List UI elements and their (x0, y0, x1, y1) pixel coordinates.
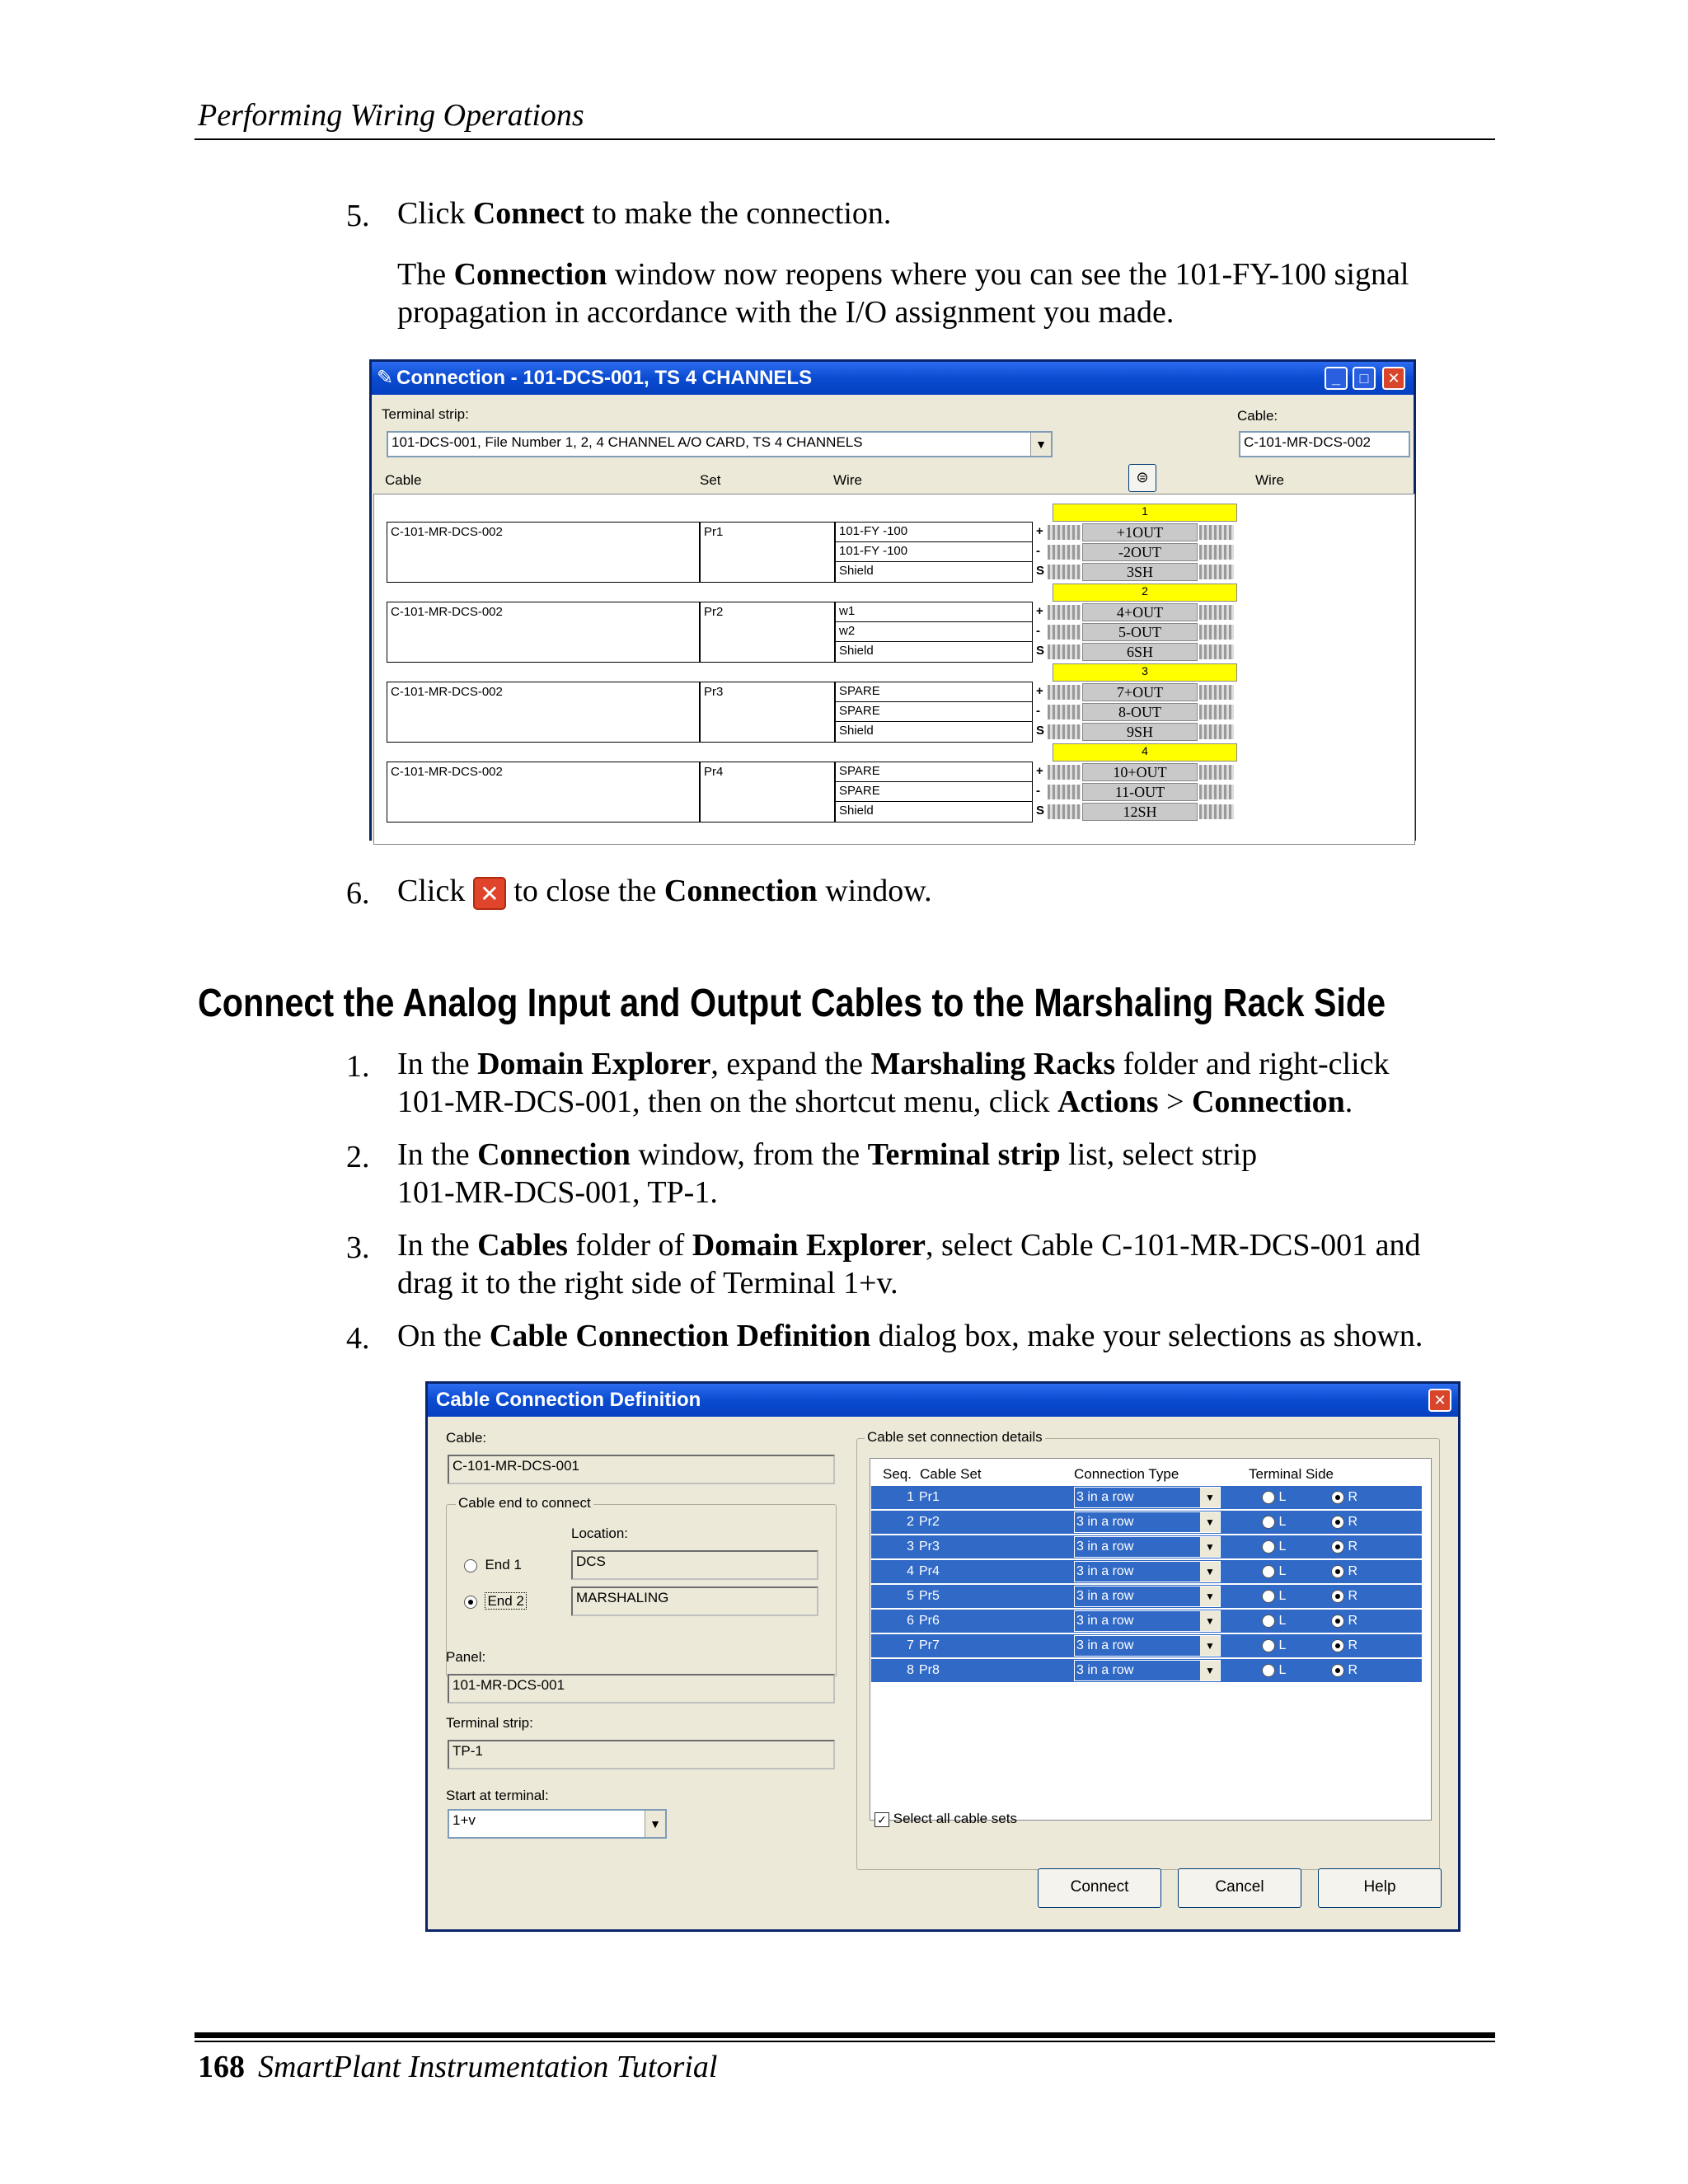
cable-cell[interactable]: C-101-MR-DCS-002 (387, 522, 700, 583)
chevron-down-icon[interactable]: ▼ (1200, 1636, 1220, 1656)
terminal-connector (1199, 565, 1234, 579)
footer-rule-thin (195, 2041, 1495, 2042)
step-number: 4. (346, 1321, 370, 1356)
chevron-down-icon[interactable]: ▼ (1200, 1537, 1220, 1557)
terminal-strip-label: Terminal strip: (382, 406, 469, 422)
chevron-down-icon[interactable]: ▼ (1200, 1512, 1220, 1532)
step-number: 6. (346, 876, 370, 911)
set-cell[interactable]: Pr1 (700, 522, 835, 583)
terminal-block[interactable]: 11-OUT (1082, 783, 1198, 801)
window-icon: ✎ (377, 367, 394, 389)
terminal-side-left-radio[interactable]: L (1262, 1610, 1286, 1633)
polarity-sign: + (1036, 604, 1043, 618)
cable-field[interactable]: C-101-MR-DCS-002 (1239, 431, 1410, 457)
terminal-side-right-radio[interactable]: R (1331, 1659, 1357, 1682)
connection-window (369, 359, 1416, 841)
header-rule (195, 138, 1495, 140)
wire-cell[interactable]: w2 (835, 621, 1033, 643)
wire-connector (1048, 525, 1081, 540)
connection-type-select[interactable]: 3 in a row ▼ (1074, 1536, 1221, 1558)
wire-connector (1048, 545, 1081, 560)
polarity-sign: - (1036, 784, 1040, 798)
cable-set-row[interactable] (871, 1560, 1422, 1583)
chevron-down-icon[interactable]: ▼ (1200, 1488, 1220, 1507)
seq-cell: 8 (907, 1663, 914, 1677)
connection-type-select[interactable]: 3 in a row ▼ (1074, 1586, 1221, 1607)
wire-connector (1048, 804, 1081, 819)
step6-text: Click ✕ to close the Connection window. (397, 872, 932, 910)
cable-end-group-title: Cable end to connect (456, 1495, 593, 1511)
radio-selected-icon[interactable] (464, 1596, 477, 1609)
terminal-connector (1199, 525, 1234, 540)
terminal-connector (1199, 685, 1234, 700)
step-number: 2. (346, 1140, 370, 1174)
polarity-sign: + (1036, 524, 1043, 538)
set-cell[interactable]: Pr4 (700, 762, 835, 823)
terminal-block[interactable]: 5-OUT (1082, 623, 1198, 641)
dialog-title: Cable Connection Definition (436, 1389, 701, 1411)
footer-title: SmartPlant Instrumentation Tutorial (258, 2050, 718, 2084)
page-number: 168 (198, 2050, 245, 2084)
connection-title: Connection - 101-DCS-001, TS 4 CHANNELS (396, 367, 813, 389)
start-terminal-select[interactable]: 1+v ▼ (448, 1809, 667, 1839)
cable-connection-dialog (425, 1381, 1461, 1932)
cable-set-cell: Pr4 (919, 1564, 940, 1578)
wire-connector (1048, 605, 1081, 620)
cable-cell[interactable]: C-101-MR-DCS-002 (387, 602, 700, 663)
wire-connector (1048, 765, 1081, 780)
wire-cell[interactable]: 101-FY -100 (835, 522, 1033, 543)
terminal-block[interactable]: -2OUT (1082, 543, 1198, 561)
terminal-side-left-radio[interactable]: L (1262, 1659, 1286, 1682)
chevron-down-icon[interactable]: ▼ (1200, 1661, 1220, 1680)
cable-cell[interactable]: C-101-MR-DCS-002 (387, 682, 700, 743)
terminal-block[interactable]: 4+OUT (1082, 603, 1198, 621)
section-heading: Connect the Analog Input and Output Cables to the Marshaling Rack Side (198, 982, 1386, 1025)
cable-field: C-101-MR-DCS-001 (448, 1455, 835, 1484)
cable-set-cell: Pr8 (919, 1663, 940, 1677)
end2-radio[interactable]: End 2 (464, 1593, 527, 1610)
select-all-checkbox[interactable]: ✓ Select all cable sets (874, 1811, 1017, 1827)
connection-type-select[interactable]: 3 in a row ▼ (1074, 1511, 1221, 1533)
seq-cell: 2 (907, 1515, 914, 1529)
terminal-side-left-radio[interactable]: L (1262, 1511, 1286, 1534)
end1-location: DCS (571, 1550, 818, 1580)
terminal-group-header: 1 (1053, 504, 1237, 522)
running-header: Performing Wiring Operations (198, 98, 584, 133)
seq-cell: 6 (907, 1614, 914, 1628)
seq-cell: 1 (907, 1490, 914, 1504)
col-terminal-side: Terminal Side (1249, 1466, 1334, 1482)
end2-location: MARSHALING (571, 1586, 818, 1616)
close-icon: ✕ (473, 877, 506, 910)
col-seq: Seq. (883, 1466, 912, 1482)
seq-cell: 7 (907, 1638, 914, 1652)
polarity-sign: S (1036, 804, 1045, 818)
wire-connector (1048, 565, 1081, 579)
seq-cell: 3 (907, 1540, 914, 1554)
wire-cell[interactable]: SPARE (835, 781, 1033, 803)
wire-cell[interactable]: Shield (835, 561, 1033, 583)
wire-connector (1048, 724, 1081, 739)
polarity-sign: - (1036, 704, 1040, 718)
col-cable-set: Cable Set (920, 1466, 982, 1482)
terminal-block[interactable]: 6SH (1082, 643, 1198, 661)
wire-connector (1048, 785, 1081, 799)
chevron-down-icon[interactable]: ▼ (1200, 1562, 1220, 1582)
terminal-side-left-radio[interactable]: L (1262, 1535, 1286, 1558)
terminal-side-right-radio[interactable]: R (1331, 1511, 1357, 1534)
chevron-down-icon[interactable]: ▼ (1030, 433, 1051, 456)
cable-label: Cable: (446, 1430, 487, 1446)
radio-icon[interactable] (464, 1559, 477, 1572)
terminal-connector (1199, 765, 1234, 780)
terminal-side-left-radio[interactable]: L (1262, 1486, 1286, 1509)
terminal-block[interactable]: 12SH (1082, 803, 1198, 821)
polarity-sign: - (1036, 624, 1040, 638)
start-terminal-label: Start at terminal: (446, 1788, 549, 1803)
connection-type-select[interactable]: 3 in a row ▼ (1074, 1635, 1221, 1657)
set-cell[interactable]: Pr2 (700, 602, 835, 663)
step-text: In the Connection window, from the Terminal strip list, select strip 101-MR-DCS-001, TP-1. (397, 1137, 1258, 1210)
cable-set-row[interactable] (871, 1610, 1422, 1633)
wire-cell[interactable]: Shield (835, 801, 1033, 823)
help-button[interactable]: Help (1318, 1868, 1442, 1908)
column-header-wire-right: Wire (1255, 472, 1284, 488)
panel-field: 101-MR-DCS-001 (448, 1674, 835, 1704)
polarity-sign: S (1036, 644, 1045, 658)
terminal-block[interactable]: +1OUT (1082, 523, 1198, 541)
polarity-sign: - (1036, 544, 1040, 558)
terminal-connector (1199, 625, 1234, 640)
terminal-side-left-radio[interactable]: L (1262, 1560, 1286, 1583)
terminal-connector (1199, 724, 1234, 739)
step-text: In the Domain Explorer, expand the Marshaling Racks folder and right-click 101-MR-DCS-001, then on the shortcut menu, click Actions > Connection. (397, 1047, 1390, 1119)
polarity-sign: + (1036, 684, 1043, 698)
wire-cell[interactable]: 101-FY -100 (835, 541, 1033, 563)
cable-set-cell: Pr7 (919, 1638, 940, 1652)
terminal-connector (1199, 545, 1234, 560)
connect-button[interactable]: Connect (1038, 1868, 1161, 1908)
column-header-set: Set (700, 472, 721, 488)
cable-set-cell: Pr3 (919, 1540, 940, 1554)
step5-paragraph: The Connection window now reopens where you can see the 101-FY-100 signal propagation in accordance with the I/O assignment you made. (397, 257, 1409, 330)
column-header-cable: Cable (385, 472, 422, 488)
cable-cell[interactable]: C-101-MR-DCS-002 (387, 762, 700, 823)
terminal-connector (1199, 605, 1234, 620)
polarity-sign: S (1036, 564, 1045, 578)
terminal-block[interactable]: 3SH (1082, 563, 1198, 581)
terminal-group-header: 4 (1053, 743, 1237, 762)
wire-cell[interactable]: Shield (835, 721, 1033, 743)
dialog-titlebar (428, 1384, 1458, 1417)
terminal-block[interactable]: 7+OUT (1082, 683, 1198, 701)
maximize-icon[interactable]: □ (1353, 367, 1376, 390)
details-group-title: Cable set connection details (865, 1429, 1045, 1446)
terminal-side-left-radio[interactable]: L (1262, 1585, 1286, 1608)
connection-type-select[interactable]: 3 in a row ▼ (1074, 1660, 1221, 1681)
cable-label: Cable: (1237, 408, 1278, 424)
cable-set-row[interactable] (871, 1659, 1422, 1682)
cable-set-row[interactable] (871, 1634, 1422, 1657)
terminal-block[interactable]: 9SH (1082, 723, 1198, 741)
panel-label: Panel: (446, 1649, 486, 1665)
terminal-side-right-radio[interactable]: R (1331, 1535, 1357, 1558)
step-number: 1. (346, 1049, 370, 1084)
wire-cell[interactable]: SPARE (835, 762, 1033, 783)
terminal-side-right-radio[interactable]: R (1331, 1610, 1357, 1633)
wire-cell[interactable]: Shield (835, 641, 1033, 663)
terminal-side-right-radio[interactable]: R (1331, 1634, 1357, 1657)
cancel-button[interactable]: Cancel (1178, 1868, 1301, 1908)
connection-type-select[interactable]: 3 in a row ▼ (1074, 1561, 1221, 1582)
wire-cell[interactable]: SPARE (835, 701, 1033, 723)
chevron-down-icon[interactable]: ▼ (1200, 1611, 1220, 1631)
step-text: In the Cables folder of Domain Explorer, select Cable C-101-MR-DCS-001 and drag it to the right side of Terminal 1+v. (397, 1228, 1421, 1301)
terminal-side-right-radio[interactable]: R (1331, 1486, 1357, 1509)
step-number: 3. (346, 1230, 370, 1265)
cable-set-row[interactable] (871, 1511, 1422, 1534)
seq-cell: 5 (907, 1589, 914, 1603)
cable-set-cell: Pr1 (919, 1490, 940, 1504)
terminal-group-header: 2 (1053, 583, 1237, 602)
terminal-strip-field: TP-1 (448, 1740, 835, 1769)
connection-titlebar (372, 362, 1414, 395)
step5-text: Click Connect to make the connection. (397, 196, 892, 231)
terminal-connector (1199, 644, 1234, 659)
cable-set-cell: Pr6 (919, 1614, 940, 1628)
set-cell[interactable]: Pr3 (700, 682, 835, 743)
terminal-connector (1199, 705, 1234, 719)
wire-connector (1048, 685, 1081, 700)
polarity-sign: S (1036, 724, 1045, 738)
polarity-sign: + (1036, 764, 1043, 778)
step-text: On the Cable Connection Definition dialog box, make your selections as shown. (397, 1319, 1423, 1353)
connection-type-select[interactable]: 3 in a row ▼ (1074, 1487, 1221, 1508)
wire-connector (1048, 625, 1081, 640)
checkbox-checked-icon[interactable]: ✓ (874, 1812, 889, 1827)
close-icon[interactable]: ✕ (1428, 1389, 1451, 1412)
minimize-icon[interactable]: _ (1325, 367, 1348, 390)
end1-radio[interactable]: End 1 (464, 1557, 522, 1573)
cable-set-cell: Pr5 (919, 1589, 940, 1603)
chevron-down-icon[interactable]: ▼ (1200, 1586, 1220, 1606)
location-label: Location: (571, 1526, 628, 1541)
col-connection-type: Connection Type (1074, 1466, 1179, 1482)
cable-set-cell: Pr2 (919, 1515, 940, 1529)
wire-connector (1048, 705, 1081, 719)
wire-cell[interactable]: w1 (835, 602, 1033, 623)
close-icon[interactable]: ✕ (1382, 367, 1405, 390)
terminal-connector (1199, 785, 1234, 799)
terminal-connector (1199, 804, 1234, 819)
terminal-block[interactable]: 8-OUT (1082, 703, 1198, 721)
terminal-block[interactable]: 10+OUT (1082, 763, 1198, 781)
wire-connector (1048, 644, 1081, 659)
seq-cell: 4 (907, 1564, 914, 1578)
terminal-group-header: 3 (1053, 663, 1237, 682)
refresh-icon[interactable]: ⊜ (1128, 464, 1156, 492)
terminal-side-right-radio[interactable]: R (1331, 1585, 1357, 1608)
terminal-side-right-radio[interactable]: R (1331, 1560, 1357, 1583)
terminal-side-left-radio[interactable]: L (1262, 1634, 1286, 1657)
cable-set-row[interactable] (871, 1585, 1422, 1608)
wire-cell[interactable]: SPARE (835, 682, 1033, 703)
connection-type-select[interactable]: 3 in a row ▼ (1074, 1610, 1221, 1632)
cable-set-row[interactable] (871, 1486, 1422, 1509)
footer-rule (195, 2032, 1495, 2038)
cable-set-row[interactable] (871, 1535, 1422, 1558)
column-header-wire: Wire (833, 472, 862, 488)
chevron-down-icon[interactable]: ▼ (645, 1811, 665, 1837)
terminal-strip-select[interactable]: 101-DCS-001, File Number 1, 2, 4 CHANNEL A/O CARD, TS 4 CHANNELS ▼ (387, 431, 1053, 457)
page-footer (198, 2049, 717, 2085)
step-number: 5. (346, 199, 370, 233)
terminal-strip-label: Terminal strip: (446, 1715, 533, 1731)
